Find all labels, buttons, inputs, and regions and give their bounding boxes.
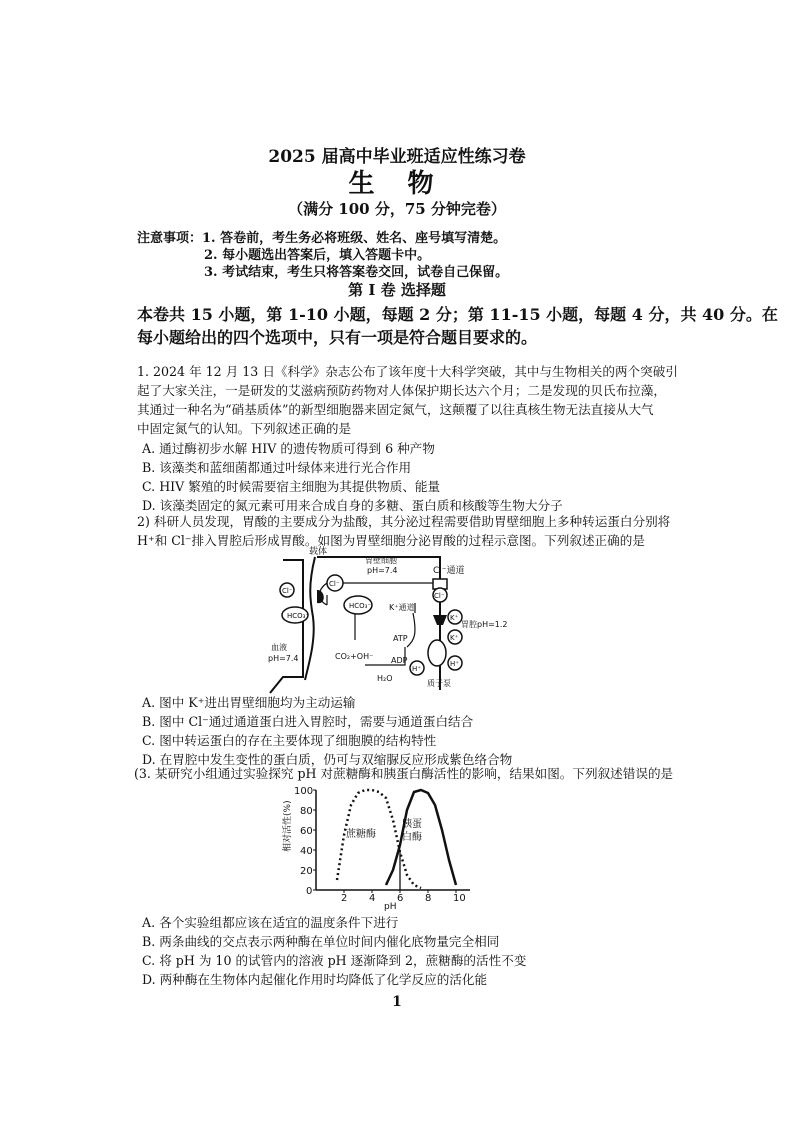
enzyme-ph-chart: [280, 782, 480, 912]
svg-text:H⁺: H⁺: [412, 665, 421, 673]
q2-option-a: A. 图中 K⁺进出胃壁细胞均为主动运输: [142, 695, 356, 710]
y-tick-label: 60: [300, 826, 313, 837]
q2-stem-1: 2) 科研人员发现，胃酸的主要成分为盐酸，其分泌过程需要借助胃壁细胞上多种转运蛋白分别将: [137, 514, 671, 529]
notice-line-1: 注意事项：1. 答卷前，考生务必将班级、姓名、座号填写清楚。: [137, 231, 507, 246]
svg-text:K⁺: K⁺: [450, 614, 459, 622]
q3-option-c: C. 将 pH 为 10 的试管内的溶液 pH 逐渐降到 2，蔗糖酶的活性不变: [142, 953, 527, 968]
x-tick-label: 10: [453, 893, 466, 904]
svg-text:K⁺通道: K⁺通道: [389, 603, 415, 612]
svg-text:血液: 血液: [271, 643, 287, 652]
q1-stem-3: 其通过一种名为“硝基质体”的新型细胞器来固定氮气，这颠覆了以往真核生物无法直接从大气: [137, 402, 654, 417]
chart-ylabel: 相对活性(%): [283, 800, 293, 852]
subject-title: 生 物: [348, 169, 446, 199]
svg-text:Cl⁻: Cl⁻: [434, 592, 445, 600]
q1-option-a: A. 通过酶初步水解 HIV 的遗传物质可得到 6 种产物: [142, 441, 435, 456]
q1-stem-4: 中固定氮气的认知。下列叙述正确的是: [137, 421, 352, 436]
svg-text:Cl⁻: Cl⁻: [282, 587, 293, 595]
x-tick-label: 2: [341, 893, 348, 904]
section-intro-1: 本卷共 15 小题，第 1-10 小题，每题 2 分；第 11-15 小题，每题 4 分，共 40 分。在: [137, 305, 778, 324]
series-label-trypsin-2: 白酶: [402, 832, 422, 843]
y-tick-label: 100: [294, 786, 314, 797]
chart-xlabel: pH: [384, 902, 397, 912]
svg-text:胃腔pH=1.2: 胃腔pH=1.2: [461, 620, 508, 629]
svg-text:载体: 载体: [309, 547, 328, 557]
carrier-protein: [317, 590, 324, 603]
q1-option-d: D. 该藻类固定的氮元素可用来合成自身的多糖、蛋白质和核酸等生物大分子: [142, 498, 563, 513]
svg-text:pH=7.4: pH=7.4: [268, 654, 299, 663]
q3-option-a: A. 各个实验组都应该在适宜的温度条件下进行: [142, 915, 399, 930]
q1-option-c: C. HIV 繁殖的时候需要宿主细胞为其提供物质、能量: [142, 479, 441, 494]
series-label-trypsin-1: 胰蛋: [402, 819, 422, 830]
proton-pump-icon: [428, 640, 446, 666]
q2-option-c: C. 图中转运蛋白的存在主要体现了细胞膜的结构特性: [142, 733, 437, 748]
y-tick-label: 40: [300, 846, 313, 857]
score-time: （满分 100 分，75 分钟完卷）: [288, 200, 506, 218]
svg-text:Cl⁻通道: Cl⁻通道: [433, 566, 465, 576]
x-tick-label: 8: [425, 893, 432, 904]
q2-option-b: B. 图中 Cl⁻通过通道蛋白进入胃腔时，需要与通道蛋白结合: [142, 714, 474, 729]
q1-option-b: B. 该藻类和蓝细菌都通过叶绿体来进行光合作用: [142, 460, 412, 475]
svg-text:ATP: ATP: [393, 634, 408, 643]
svg-text:HCO₃⁻: HCO₃⁻: [287, 612, 310, 620]
q3-stem: (3. 某研究小组通过实验探究 pH 对蔗糖酶和胰蛋白酶活性的影响，结果如图。下列叙述错误的是: [134, 766, 674, 781]
k-channel-icon: [433, 615, 447, 625]
y-tick-label: 0: [306, 886, 313, 897]
q3-option-d: D. 两种酶在生物体内起催化作用时均降低了化学反应的活化能: [142, 972, 488, 987]
blood-membrane: [270, 560, 303, 693]
svg-text:胃壁细胞: 胃壁细胞: [365, 556, 397, 565]
svg-text:K⁺: K⁺: [450, 634, 459, 642]
x-tick-label: 4: [369, 893, 376, 904]
svg-text:pH=7.4: pH=7.4: [367, 566, 398, 575]
svg-text:HCO₃⁻: HCO₃⁻: [349, 602, 372, 610]
svg-text:H₂O: H₂O: [377, 674, 393, 683]
x-tick-label: 6: [397, 893, 404, 904]
svg-text:CO₂+OH⁻: CO₂+OH⁻: [335, 652, 374, 661]
svg-text:H⁺: H⁺: [450, 660, 459, 668]
section-title: 第 Ⅰ 卷 选择题: [348, 281, 446, 299]
q2-option-d: D. 在胃腔中发生变性的蛋白质，仍可与双缩脲反应形成紫色络合物: [142, 752, 513, 767]
svg-text:Cl⁻: Cl⁻: [329, 580, 340, 588]
q3-option-b: B. 两条曲线的交点表示两种酶在单位时间内催化底物量完全相同: [142, 934, 500, 949]
gastric-cell-diagram: [265, 545, 508, 693]
q1-stem-2: 起了大家关注，一是研发的艾滋病预防药物对人体保护期长达六个月；二是发现的贝氏布拉藻，: [137, 383, 666, 398]
svg-text:质子泵: 质子泵: [427, 679, 451, 688]
exam-title: 2025 届高中毕业班适应性练习卷: [268, 147, 526, 167]
series-label-sucrase: 蔗糖酶: [346, 829, 376, 840]
section-intro-2: 每小题给出的四个选项中，只有一项是符合题目要求的。: [137, 328, 538, 347]
page-number: 1: [392, 994, 402, 1010]
y-tick-label: 80: [300, 806, 313, 817]
svg-text:ADP: ADP: [391, 656, 408, 665]
q2-stem-2: H⁺和 Cl⁻排入胃腔后形成胃酸。如图为胃壁细胞分泌胃酸的过程示意图。下列叙述正确的是: [137, 533, 645, 548]
y-tick-label: 20: [300, 866, 313, 877]
notice-line-3: 3. 考试结束，考生只将答案卷交回，试卷自己保留。: [204, 265, 509, 280]
q1-stem-1: 1. 2024 年 12 月 13 日《科学》杂志公布了该年度十大科学突破，其中与生物相关的两个突破引: [137, 364, 678, 379]
notice-line-2: 2. 每小题选出答案后，填入答题卡中。: [204, 248, 431, 263]
